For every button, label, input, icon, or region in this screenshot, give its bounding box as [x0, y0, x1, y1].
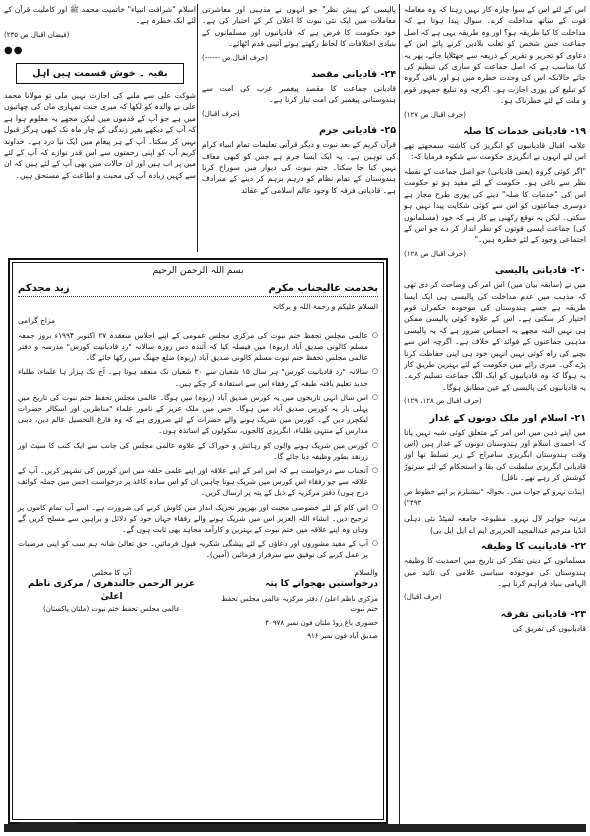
section-heading: ۲۴- قادیانی مقصد	[311, 69, 396, 81]
addressee-label: بخدمت عالیجناب مکرم	[268, 283, 378, 295]
closing-sincerely: آپ کا مخلص	[91, 567, 132, 577]
paragraph: "اگر کوئی گروہ (یعنی قادیانی) جو اصل جماعت کے نقطہ نظر سے باغی ہو۔ حکومت کے لئے مفید ہو تو حکومت اس کی "خدمات کا صلہ" دینے کی پوری طرح مجاز ہے دوسری جماعتوں کو اس سے کوئی شکایت پیدا نہیں ہو سکتی۔ لیکن یہ توقع رکھنی بے کار ہے کہ خود (مسلمانوں کی) جماعت ایسی قوتوں کو نظر انداز کر دے جو اس کے اجتماعی وجود کے لئے خطرہ ہیں۔"	[404, 166, 586, 245]
letter-item-text: اس سال انہی تاریخوں میں یہ کورس صدیق آباد (ربوہ) میں ہوگا۔ عالمی مجلس تحفظ ختم نبوت کی تاریخ میں پہلی بار یہ کورس صدیق آباد میں ہوگا۔ جس میں ملک عزیز کے نامور علماء "مناظرین اور اسکالر حضرات لیکچرز دیں گے۔ کورس میں شریک ہونے والے حضرات کے لئے ضروری ہے کہ وہ فارغ التحصیل عالم دین، دینی مدارس کے منتہی طلباء، انگریزی کالجوں، سکولوں کے اساتذہ ہوں۔	[18, 392, 368, 436]
letter-item	[18, 330, 378, 364]
letter-item	[18, 502, 378, 536]
letter-item	[18, 366, 378, 388]
reference: (حرف اقبال ص ------)	[202, 53, 268, 62]
paragraph: میں نے (سابقہ بیان میں) اس امر کی وضاحت کر دی تھی کہ مذہب میں عدم مداخلت کی پالیسی ہی ایک ایسا طریقہ ہے جسے ہندوستان کی موجودہ حکمران قوم اختیار کر سکتی ہے۔ اس کے علاوہ کوئی پالیسی ممکن ہی نہیں البتہ مجھے یہ احساس ضرور ہے کہ یہ پالیسی مذہبی جماعتوں کے فوائد کے خلاف ہے۔ اگرچہ اس سے بچنے کی راہ کوئی نہیں انہیں خود ہی اپنی حفاظت کرنا پڑے گی۔ میری رائے میں حکومت کے لئے بہترین طریق کار یہ ہوگا کہ وہ قادیانیوں کو ایک الگ جماعت تسلیم کرے۔ یہ قادیانیوں کی پالیسی کے عین مطابق ہوگا۔	[404, 280, 586, 392]
reference: (حرف اقبال ص ۱۲۸)	[404, 249, 466, 258]
continuation-box-title: بقیہ ۔ خوش قسمت ہیں اہل	[16, 63, 184, 84]
letter-item-text: آنجناب سے درخواست ہے کہ اس امر کے اپنے علاقہ اور اپنے علمی حلقہ میں اس کورس کی تشہیر کریں۔ آپ کے علاقہ سے جو رفقاء اس کورس میں شریک ہونا چاہیں ان کو اس سادہ کاغذ پر درخواست (جس میں جملہ کوائف درج ہوں) دفتر مرکزیہ کے ذیل کے پتہ پر ارسال کریں۔	[18, 466, 368, 498]
address-line: صدیق آباد فون نمبر ۹۱۶	[307, 632, 378, 641]
newspaper-page	[4, 4, 586, 832]
circle-bullet-icon: ○	[371, 392, 378, 401]
right-column	[404, 4, 586, 828]
section-heading: ۲۰- قادیانی پالیسی	[494, 265, 586, 277]
closing-salam: والسلام	[354, 567, 378, 577]
reference: (فیضان اقبال ص ۲۳۵)	[4, 30, 70, 39]
column-divider	[197, 4, 198, 252]
letter-item-text: عالمی مجلس تحفظ ختم نبوت کی مرکزی مجلس عمومی کے اپنے اجلاس منعقدہ ۲۷ اکتوبر ۱۹۹۴ء بروز جمعہ مسلم کالونی صدیق آباد (ربوہ) میں فیصلہ کیا کہ آئندہ دس روزہ سالانہ "رد قادیانیت کورس" مدرسہ و دفتر عالمی مجلس تحفظ ختم نبوت مسلم کالونی صدیق آباد (ربوہ) ضلع جھنگ میں رکھا جائے گا۔	[18, 330, 368, 363]
page-footer-bar	[4, 824, 586, 832]
reference: (حرف اقبال)	[404, 593, 442, 602]
separator-dots-icon: ●●	[4, 45, 24, 57]
greeting: مزاج گرامی	[18, 315, 55, 325]
sender-organization: عالمی مجلس تحفظ ختم نبوت (ملتان پاکستان)	[43, 604, 181, 613]
paragraph: پالیسی کے پیش نظر" جو انہوں نے مذہبی اور معاشرتی معاملات میں ایک نئی نبوت کا اعلان کر کے اختیار کی ہے۔ خود حکومت کا فرض ہے کہ قادیانیوں اور مسلمانوں کے بنیادی اختلافات کا لحاظ رکھتے ہوئے آئینی قدم اٹھائے۔	[202, 5, 396, 49]
paragraph: مرتبہ جواہر لال نہرو۔ مطبوعہ جامعہ لمیٹڈ نئی دہلی انڈیا مترجم عبدالمجید الحریری ایم اے ایل ایل بی)	[404, 514, 586, 535]
section-heading: ۲۵- قادیانی جرم	[319, 125, 396, 137]
letter-item	[18, 538, 378, 560]
page-footer-tab	[18, 822, 78, 832]
column-divider	[399, 4, 400, 828]
address-heading: درخواستیں بھجوانے کا پتہ	[265, 578, 378, 589]
address-line: مرکزی ناظم اعلیٰ / دفتر مرکزیہ عالمی مجلس تحفظ ختم نبوت	[221, 594, 378, 614]
paragraph: شوکت علی سے ملنے کی اجازت نہیں ملی تو مولانا محمد علی نے والدہ کو لکھا کہ میری جنت تمہاری ماں کی چھاتیوں میں ہے جو آپ کے قدموں میں لیکن مجھے یہ معلوم ہوا ہے کہ آپ کے دیکھے بغیر زندگی کے چار ماہ تک کبھی ہرگز قبول نہیں کر سکتا۔ آپ کے ہر پیغام میں ایک نیا درد ہے۔ خداوند کریم آپ کو اپنی رحمتوں سے اس قدر نوازے کہ آپ کے لئے میں پر اب ہیں اور ان حالات میں بھی آپ کے لئے ہیں کہ ان سے کہیں زیادہ آپ کی محبت و اطاعت کے مستحق ہیں۔	[4, 91, 196, 180]
letter-item	[18, 440, 378, 462]
paragraph: اسلام "شرافت انبیاء" خاتمیت محمد ﷺ اور کاملیت قرآن کے لئے ایک خطرہ ہے۔	[4, 5, 196, 26]
paragraph: میں اپنے ذہن میں اس امر کے متعلق کوئی شبہ نہیں پاتا کہ احمدی اسلام اور ہندوستان دونوں کے غدار ہیں (اس وقت ہندوستان انگریزی سامراج کے زیر تسلط تھا اور قادیانی انگریزی سلطنت کی بقا و استحکام کے لئے سرتوڑ کوشش کر رہے تھے۔ ناقل)	[404, 427, 586, 483]
letter-item-text: آپ کے مفید مشوروں اور دعاؤں کے لئے پیشگی شکریہ قبول فرمائیں۔ حق تعالیٰ شانہ ہم سب کو اپنی مرضیات پر عمل کرنے کی توفیق سے سرفراز فرمائیں (آمین)۔	[18, 539, 368, 560]
reference: (پنڈت نہرو کے جواب میں۔ بحوالہ "نیشنلزم پر اپنے خطوط ص ۴۹۳")	[404, 487, 585, 508]
address-block	[212, 567, 378, 642]
circle-bullet-icon: ○	[371, 330, 378, 339]
reference: (حرف اقبال ص ۱۲۸، ۱۲۹)	[404, 397, 482, 406]
reference: (حرف اقبال)	[202, 109, 240, 118]
letter-item-text: کورس میں شریک ہونے والوں کو رہائش و خوراک کے علاوہ عالمی مجلس کی جانب سے ایک کتب کا سیٹ اور زرنقد بطور وظیفہ دیا جائے گا۔	[18, 440, 368, 461]
section-heading: ۲۱- اسلام اور ملک دونوں کے غدار	[429, 412, 586, 424]
sender-name: عزیز الرحمن جالندھری / مرکزی ناظم اعلیٰ	[28, 578, 196, 602]
addressee-blank: زید مجدکم	[18, 283, 70, 295]
paragraph: علامہ اقبال قادیانیوں کو انگریز کی کاشتہ سمجھتے تھے اس لئے انہوں نے انگریزی حکومت سے شکوہ فرمایا کہ:	[404, 141, 586, 162]
paragraph: مسلمانوں کے دینی تفکر کی تاریخ میں احمدیت کا وظیفہ ہندوستان کی موجودہ سیاسی غلامی کی تائید میں الہامی بنیاد فراہم کرنا ہے۔	[404, 556, 586, 589]
section-heading: ۱۹- قادیانی خدمات کا صلہ	[463, 126, 586, 138]
address-line: حضوری باغ روڈ ملتان فون نمبر ۴۰۹۷۸	[265, 618, 378, 627]
section-heading: ۲۲- قادیانیت کا وظیفہ	[481, 541, 586, 553]
circle-bullet-icon: ○	[371, 539, 378, 548]
signature-block	[18, 567, 378, 642]
paragraph: قادیانی جماعت کا مقصد پیغمبر عرب کی امت سے ہندوستانی پیغمبر کی امت تیار کرنا ہے۔	[202, 84, 396, 105]
paragraph: قرآن کریم کے بعد نبوت و دیگر قرآنی تعلیمات تمام انبیاء کرام کی توہین ہے۔ یہ ایک ایسا جرم ہے جس کو کبھی معاف نہیں کیا جا سکتا۔ ختم نبوت کی دیوار میں سوراخ کرنا ہندوستان کے تمام نظام کو درہم برہم کر دینے کے مترادف ہے۔ قادیانی فرقہ کا وجود عالم اسلامی کے عقائد	[202, 140, 396, 195]
bismillah-heading: بسم اللہ الرحمن الرحیم	[152, 266, 244, 276]
circle-bullet-icon: ○	[371, 502, 378, 511]
letter-item-text: اس کام کے لئے خصوصی محنت اور بھرپور تحریک انداز میں کاوش کرنے کی ضرورت ہے۔ اسے آپ تمام کاموں پر ترجیح دیں۔ انشاء اللہ العزیز اس میں شریک ہونے والے رفقاء جہاں خود کو دلائل و براہین سے مسلح کریں گے وہاں وہ اپنے علاقہ میں ختم نبوت کے بہترین و کارآمد مجاہد بھی ثابت ہوں گے۔	[18, 502, 368, 535]
letter-item-text: سالانہ "رد قادیانیت کورس" ہر سال ۱۵ شعبان سے ۳۰ شعبان تک منعقد ہوتا ہے۔ آج تک ہزار ہا علماء، طلباء جدید تعلیم یافتہ طبقہ کے رفقاء اس سے استفادہ کر چکے ہیں۔	[18, 367, 368, 388]
letter-box	[8, 258, 388, 824]
circle-bullet-icon: ○	[371, 367, 378, 376]
salutation: السلام علیکم و رحمۃ اللہ و برکاتہ	[272, 302, 378, 312]
paragraph: قادیانیوں کی تفریق کی	[512, 623, 586, 633]
letter-item	[18, 465, 378, 499]
letter-item	[18, 392, 378, 437]
addressee-line	[18, 283, 378, 297]
section-heading: ۲۳- قادیانی تفرقہ	[500, 608, 586, 620]
middle-column	[202, 4, 396, 252]
paragraph: اس کے لئے اس کے سوا چارہ کار نہیں رہتا کہ وہ معاملہ قوت کے ساتھ مداخلت کرے۔ سوال پیدا ہوتا ہے کہ مداخلت کا کیا طریقہ ہو؟ اور وہ طریقہ یہی ہے کہ اصل جماعت جس شخص کو تغلب بلادین کرتے پائے اس کے دعاوی کو تحریر و تقریر کے ذریعہ سے جھٹلایا جائے، پھر یہ کیا مناسب ہے کہ اصل جماعت کو ساری کی تنظیم کی جائے حالانکہ اس کی وحدت خطرہ میں ہو اور باقی گروہ کو تبلیغ کی پوری اجازت ہو۔ اگرچہ وہ تبلیغ جمہور قوم و ملت کے لئے خطرناک ہو۔	[404, 5, 586, 106]
circle-bullet-icon: ○	[371, 466, 378, 475]
reference: (حرف اقبال ص ۱۲۷)	[404, 110, 466, 119]
sender-block	[18, 567, 205, 642]
left-column	[4, 4, 196, 252]
circle-bullet-icon: ○	[371, 440, 378, 449]
